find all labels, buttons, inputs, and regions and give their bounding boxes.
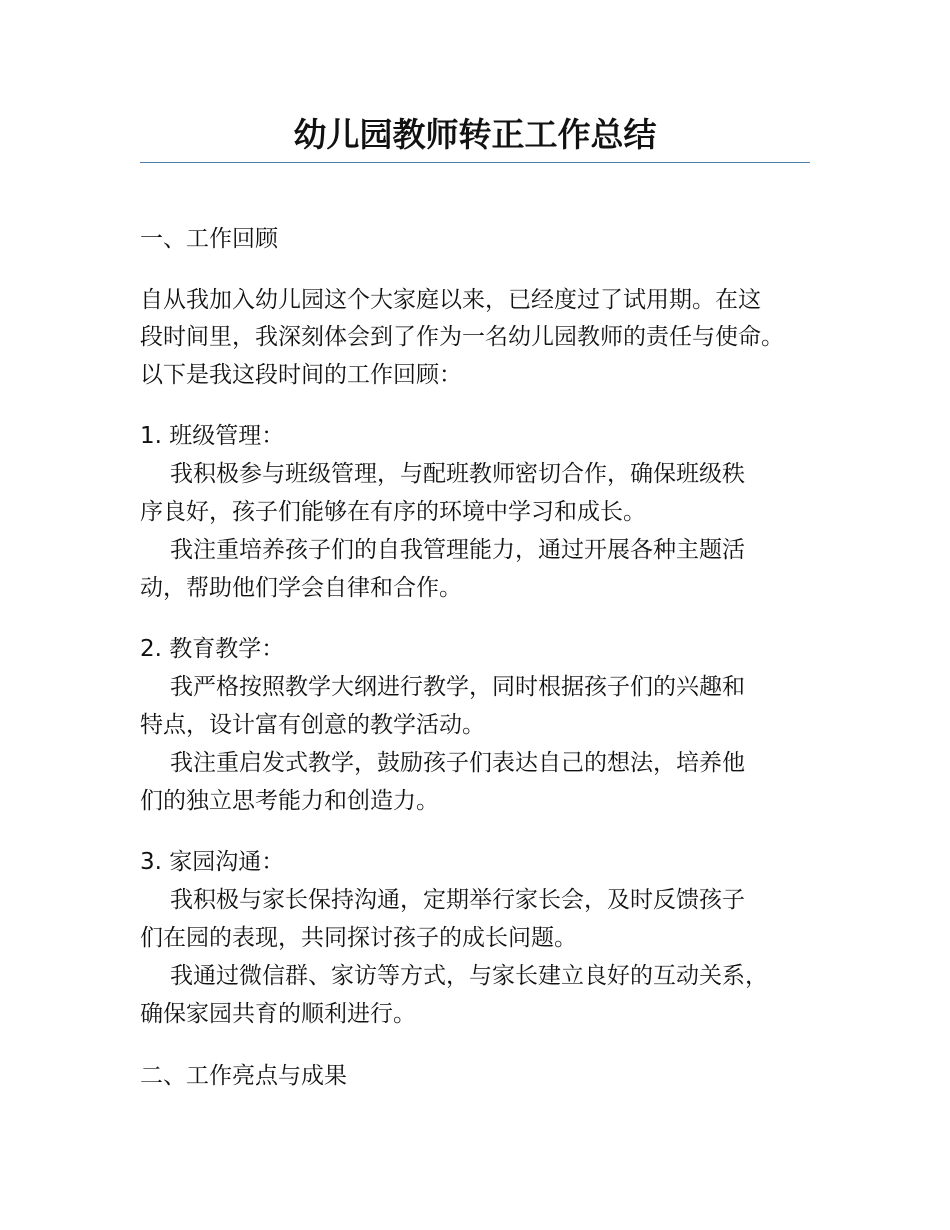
document-title: 幼儿园教师转正工作总结	[293, 115, 657, 154]
paragraph-line: 动，帮助他们学会自律和合作。	[140, 575, 462, 601]
intro-paragraph-line: 自从我加入幼儿园这个大家庭以来，已经度过了试用期。在这	[140, 287, 761, 313]
paragraph-line: 我注重培养孩子们的自我管理能力，通过开展各种主题活	[170, 537, 745, 563]
section-heading: 一、工作回顾	[140, 226, 278, 252]
list-item-label: 3. 家园沟通：	[140, 849, 285, 875]
title-underline	[140, 162, 810, 163]
section-heading: 二、工作亮点与成果	[140, 1063, 347, 1089]
paragraph-line: 们在园的表现，共同探讨孩子的成长问题。	[140, 925, 577, 951]
paragraph-line: 们的独立思考能力和创造力。	[140, 788, 439, 814]
paragraph-line: 序良好，孩子们能够在有序的环境中学习和成长。	[140, 499, 646, 525]
paragraph-line: 我积极与家长保持沟通，定期举行家长会，及时反馈孩子	[170, 887, 745, 913]
intro-paragraph-line: 以下是我这段时间的工作回顾：	[140, 362, 462, 388]
paragraph-line: 我注重启发式教学，鼓励孩子们表达自己的想法，培养他	[170, 750, 745, 776]
paragraph-line: 我通过微信群、家访等方式，与家长建立良好的互动关系，	[170, 963, 768, 989]
intro-paragraph-line: 段时间里，我深刻体会到了作为一名幼儿园教师的责任与使命。	[140, 324, 784, 350]
paragraph-line: 确保家园共育的顺利进行。	[140, 1001, 416, 1027]
list-item-label: 2. 教育教学：	[140, 636, 285, 662]
list-item-label: 1. 班级管理：	[140, 423, 285, 449]
paragraph-line: 我严格按照教学大纲进行教学，同时根据孩子们的兴趣和	[170, 674, 745, 700]
paragraph-line: 特点，设计富有创意的教学活动。	[140, 712, 485, 738]
paragraph-line: 我积极参与班级管理，与配班教师密切合作，确保班级秩	[170, 461, 745, 487]
